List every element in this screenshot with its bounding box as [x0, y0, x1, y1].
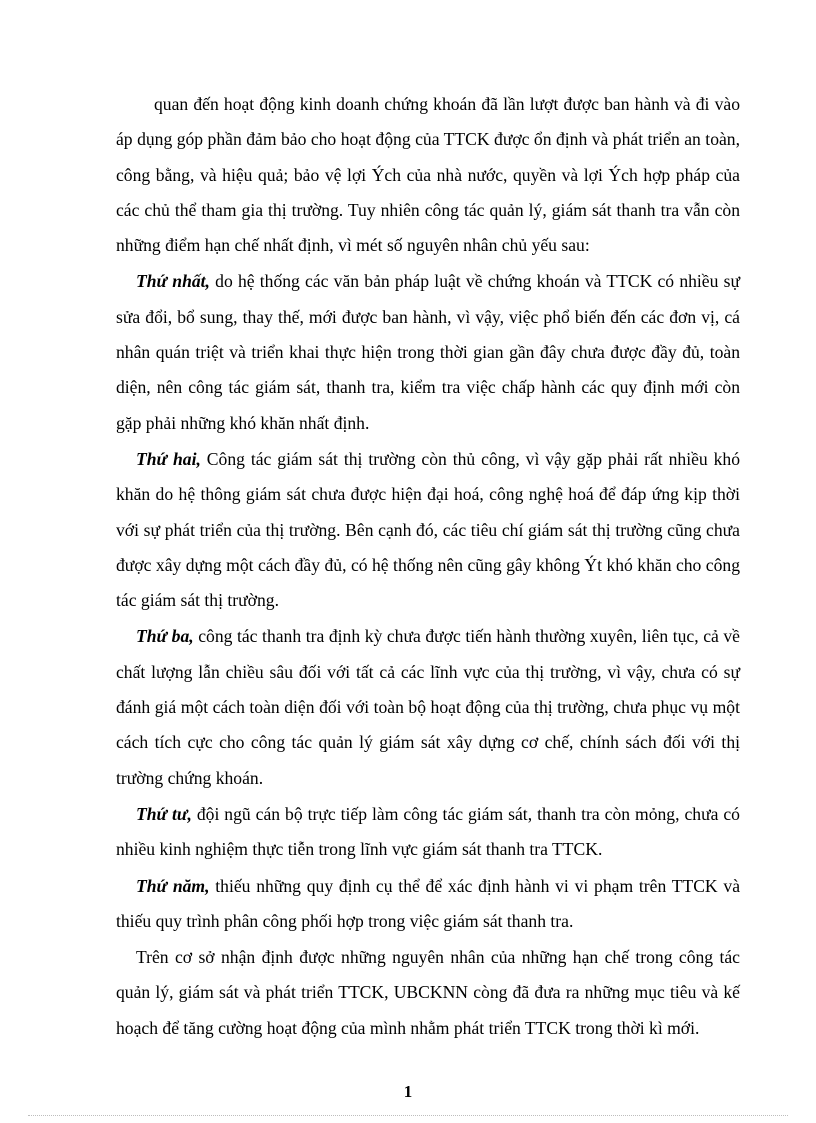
paragraph-text: công tác thanh tra định kỳ chưa được tiến hành thường xuyên, liên tục, cả về chất lượng lẫn chiều sâu đối với tất cả các lĩnh vực của thị trường, vì vậy, chưa có sự đánh giá một cách toàn diện đối với toàn bộ hoạt động của thị trường, chưa phục vụ một cách tích cực cho công tác quản lý giám sát xây dựng cơ chế, chính sách đối với thị trường chứng khoán.: [116, 626, 740, 788]
paragraph-thu-nam: [116, 869, 740, 940]
paragraph-lead: Thứ hai,: [136, 448, 201, 469]
paragraph-thu-tu: [116, 797, 740, 868]
paragraph-intro: [116, 87, 740, 263]
paragraph-lead: Thứ nhất,: [136, 271, 210, 292]
paragraph-conclusion: [116, 940, 740, 1046]
paragraph-lead: Thứ tư,: [136, 803, 192, 824]
paragraph-text: đội ngũ cán bộ trực tiếp làm công tác giám sát, thanh tra còn mỏng, chưa có nhiều kinh nghiệm thực tiễn trong lĩnh vực giám sát thanh tra TTCK.: [116, 803, 740, 860]
paragraph-text: Trên cơ sở nhận định được những nguyên nhân của những hạn chế trong công tác quản lý, giám sát và phát triển TTCK, UBCKNN còng đã đưa ra những mục tiêu và kế hoạch để tăng cường hoạt động của mình nhằm phát triển TTCK trong thời kì mới.: [116, 947, 740, 1038]
page-number: 1: [403, 1082, 413, 1101]
paragraph-lead: Thứ năm,: [136, 875, 210, 896]
paragraph-lead: Thứ ba,: [136, 626, 194, 647]
paragraph-text: quan đến hoạt động kinh doanh chứng khoán đã lần lượt được ban hành và đi vào áp dụng góp phần đảm bảo cho hoạt động của TTCK được ổn định và phát triển an toàn, công bằng, và hiệu quả; bảo vệ lợi Ých của nhà nước, quyền và lợi Ých hợp pháp của các chủ thể tham gia thị trường. Tuy nhiên công tác quản lý, giám sát thanh tra vẫn còn những điểm hạn chế nhất định, vì mét số nguyên nhân chủ yếu sau:: [116, 94, 740, 256]
paragraph-thu-nhat: [116, 264, 740, 440]
body-text: [116, 87, 740, 1046]
paragraph-text: do hệ thống các văn bản pháp luật về chứng khoán và TTCK có nhiều sự sửa đổi, bổ sung, thay thế, mới được ban hành, vì vậy, việc phổ biến đến các đơn vị, cá nhân quán triệt và triển khai thực hiện trong thời gian gần đây chưa được đầy đủ, toàn diện, nên công tác giám sát, thanh tra, kiểm tra việc chấp hành các quy định mới còn gặp phải những khó khăn nhất định.: [116, 271, 740, 433]
page-bottom-divider: [28, 1115, 788, 1116]
paragraph-text: thiếu những quy định cụ thể để xác định hành vi vi phạm trên TTCK và thiếu quy trình phân công phối hợp trong việc giám sát thanh tra.: [116, 875, 741, 931]
paragraph-text: Công tác giám sát thị trường còn thủ công, vì vậy gặp phải rất nhiều khó khăn do hệ thông giám sát chưa được hiện đại hoá, công nghệ hoá để đáp ứng kịp thời với sự phát triển của thị trường. Bên cạnh đó, các tiêu chí giám sát thị trường cũng chưa được xây dựng một cách đầy đủ, có hệ thống nên cũng gây không Ýt khó khăn cho công tác giám sát thị trường.: [116, 448, 741, 611]
paragraph-thu-ba: [116, 619, 740, 795]
paragraph-thu-hai: [116, 442, 740, 618]
